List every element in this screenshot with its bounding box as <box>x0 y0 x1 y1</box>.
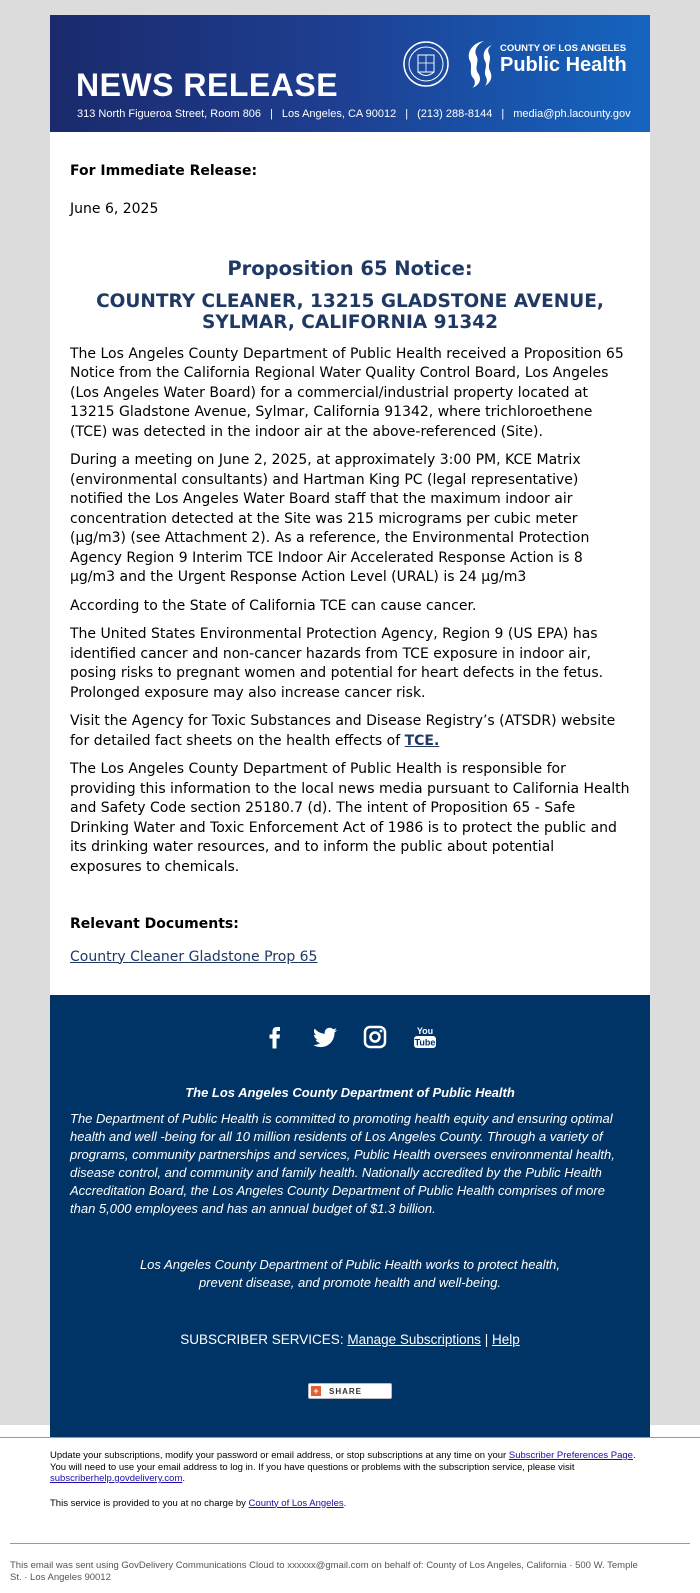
prop65-document-link[interactable]: Country Cleaner Gladstone Prop 65 <box>70 948 318 965</box>
footer-description: The Department of Public Health is committed to promoting health equity and ensuring optimal health and well -being for all 10 million residents of Los Angeles County. Through a variety of programs, community partnerships and services, Public Health oversees environmental health, disease control, and community and family health. Nationally accredited by the Public Health Accreditation Board, the Los Angeles County Department of Public Health comprises of more than 5,000 employees and has an annual budget of $1.3 billion. <box>70 1111 615 1216</box>
subscriber-help-link[interactable]: subscriberhelp.govdelivery.com <box>50 1473 183 1484</box>
svg-text:You: You <box>416 1026 434 1036</box>
help-link[interactable]: Help <box>491 1332 520 1347</box>
subscription-text-2: . You will need to use your email address to log in. If you have questions or problems with the subscription service, please visit <box>50 1450 636 1473</box>
paragraph-3: According to the State of California TCE can cause cancer. <box>70 597 477 614</box>
paragraph-5 <box>70 712 630 751</box>
banner-phone: (213) 288-8144 <box>417 108 493 120</box>
logo-county-text: COUNTY OF LOS ANGELES <box>500 43 627 54</box>
email-footer <box>50 995 650 1437</box>
twitter-icon[interactable] <box>311 1023 339 1051</box>
paragraph-6: The Los Angeles County Department of Public Health is responsible for providing this information to the local news media pursuant to California Health and Safety Code section 25180.7 (d). The intent of Proposition 65 - Safe Drinking Water and Toxic Enforcement Act of 1986 is to protect the public and its drinking water resources, and to inform the public about potential exposures to chemicals. <box>70 761 630 875</box>
youtube-icon[interactable] <box>411 1023 439 1051</box>
subscription-text: Update your subscriptions, modify your password or email address, or stop subscriptions at any time on your <box>50 1450 507 1461</box>
county-link[interactable]: County of Los Angeles <box>248 1497 344 1509</box>
facebook-icon[interactable] <box>261 1023 289 1051</box>
paragraph-4: The United States Environmental Protection Agency, Region 9 (US EPA) has identified cancer and non-cancer hazards from TCE exposure in indoor air, posing risks to pregnant women and potential for heart defects in the fetus. Prolonged exposure may also increase cancer risk. <box>70 626 604 701</box>
banner-city: Los Angeles, CA 90012 <box>281 108 397 120</box>
release-subheading: COUNTRY CLEANER, 13215 GLADSTONE AVENUE, SYLMAR, CALIFORNIA 91342 <box>96 290 604 333</box>
footer-heading: The Los Angeles County Department of Public Health <box>185 1085 515 1100</box>
paragraph-5-text: Visit the Agency for Toxic Substances and Disease Registry’s (ATSDR) website for detailed fact sheets on the health effects of <box>70 713 616 749</box>
svg-text:Tube: Tube <box>414 1037 436 1048</box>
release-date: June 6, 2025 <box>70 200 159 217</box>
relevant-documents-label: Relevant Documents: <box>70 916 239 932</box>
subscriber-divider: | <box>484 1332 489 1347</box>
county-seal-icon <box>403 41 449 87</box>
subscriber-services <box>70 1332 630 1347</box>
subscription-text-3: . <box>182 1473 185 1484</box>
paragraph-1: The Los Angeles County Department of Public Health received a Proposition 65 Notice from the California Regional Water Quality Control Board, Los Angeles (Los Angeles Water Board) for a commercial/industrial property located at 13215 Gladstone Avenue, Sylmar, California 91342, where trichloroethene (TCE) was detected in the indoor air at the above-referenced (Site). <box>70 345 624 440</box>
banner-email: media@ph.lacounty.gov <box>513 108 631 120</box>
immediate-release-label: For Immediate Release: <box>70 163 258 179</box>
paragraph-2: During a meeting on June 2, 2025, at approximately 3:00 PM, KCE Matrix (environmental consultants) and Hartman King PC (legal representative) notified the Los Angeles Water Board staff that the maximum indoor air concentration detected at the Site was 215 micrograms per cubic meter (µg/m3) (see Attachment 2). As a reference, the Environmental Protection Agency Region 9 Interim TCE Indoor Air Accelerated Response Action is 8 µg/m3 and the Urgent Response Action Level (URAL) is 24 µg/m3 <box>70 452 590 585</box>
banner-address: 313 North Figueroa Street, Room 806 <box>77 108 262 120</box>
service-provided-end: . <box>343 1497 347 1509</box>
public-health-mark-icon <box>464 39 496 89</box>
subscriber-preferences-link[interactable]: Subscriber Preferences Page <box>508 1450 633 1461</box>
public-health-logo <box>464 39 634 89</box>
logo-public-health-text: Public Health <box>500 54 627 76</box>
subscription-paragraph <box>50 1450 650 1485</box>
release-heading: Proposition 65 Notice: <box>227 257 473 280</box>
social-links <box>70 1021 630 1053</box>
share-button[interactable] <box>308 1383 392 1399</box>
footer-tagline: Los Angeles County Department of Public Health works to protect health, prevent disease, and promote health and well-being. <box>139 1257 561 1290</box>
bottom-divider <box>10 1543 690 1544</box>
share-plus-icon: + <box>311 1386 321 1396</box>
instagram-icon[interactable] <box>361 1023 389 1051</box>
service-provided-paragraph <box>50 1498 650 1510</box>
subscription-info <box>0 1437 700 1509</box>
release-content <box>50 132 650 995</box>
banner-contact: 313 North Figueroa Street, Room 806 | Los Angeles, CA 90012 | (213) 288-8144 | media@ph.lacounty.gov <box>77 108 631 120</box>
news-release-banner <box>50 15 650 132</box>
email-body <box>50 15 650 1437</box>
manage-subscriptions-link[interactable]: Manage Subscriptions <box>347 1332 481 1347</box>
service-provided-text: This service is provided to you at no charge by <box>50 1497 246 1509</box>
tce-link[interactable]: TCE. <box>404 732 440 749</box>
banner-title: NEWS RELEASE <box>76 67 339 103</box>
subscriber-services-label: SUBSCRIBER SERVICES: <box>180 1332 344 1347</box>
share-label: SHARE <box>329 1386 363 1396</box>
govdelivery-notice: This email was sent using GovDelivery Communications Cloud to xxxxxx@gmail.com on behalf of: County of Los Angeles, California · 500 W. Temple St. · Los Angeles 90012 <box>10 1560 638 1583</box>
